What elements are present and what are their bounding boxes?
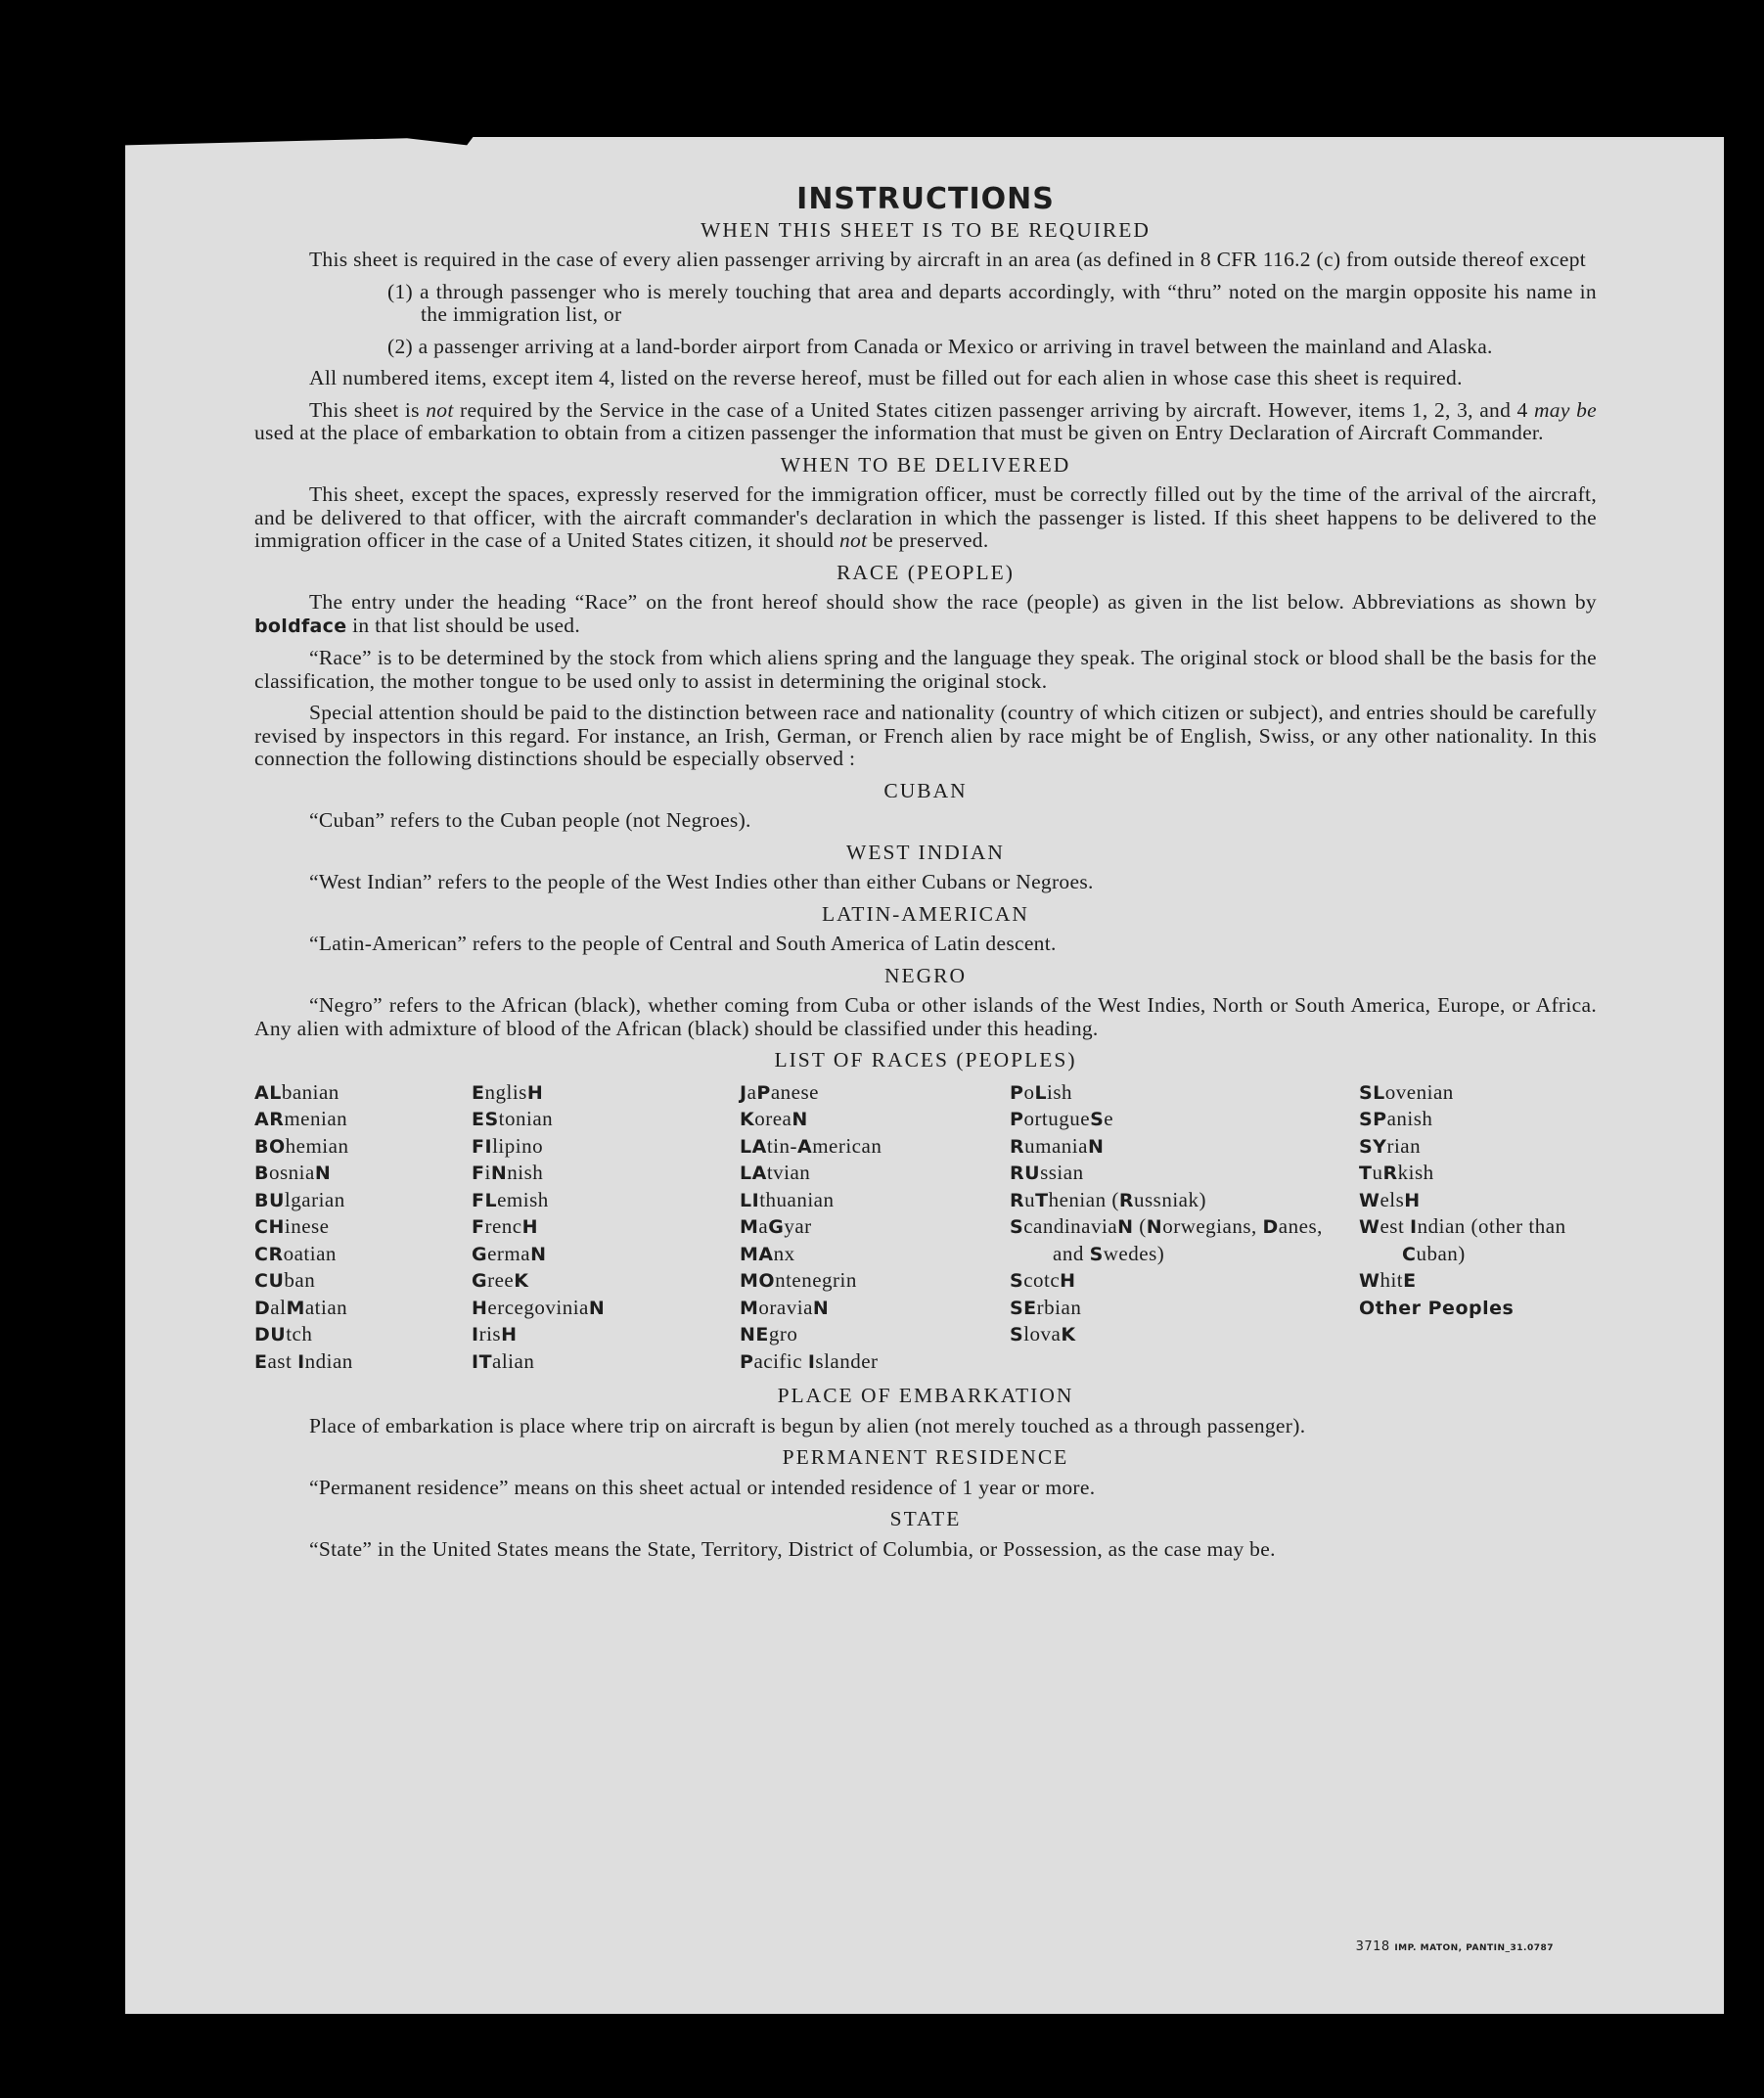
abbreviation-letters: S — [1090, 1109, 1105, 1130]
race-text: orea — [754, 1107, 792, 1130]
race-text: anish — [1386, 1107, 1433, 1130]
abbreviation-letters: H — [472, 1297, 488, 1319]
race-text: al — [270, 1295, 287, 1319]
heading-negro: NEGRO — [883, 963, 968, 987]
abbreviation-letters: F — [472, 1216, 485, 1238]
heading-permanent-residence: PERMANENT RESIDENCE — [782, 1445, 1069, 1469]
race-text: lipino — [492, 1133, 544, 1158]
race-entry — [1010, 1133, 1359, 1161]
abbreviation-letters: Other Peoples — [1359, 1297, 1515, 1319]
race-entry — [1359, 1079, 1597, 1107]
race-entry — [472, 1267, 740, 1295]
paragraph: “Permanent residence” means on this sheet actual or intended residence of 1 year or more. — [309, 1475, 1096, 1499]
race-entry — [472, 1295, 740, 1322]
abbreviation-letters: IT — [472, 1350, 493, 1373]
abbreviation-letters: D — [1262, 1216, 1279, 1238]
race-entry — [472, 1213, 740, 1241]
race-text: alian — [492, 1348, 535, 1373]
race-text: orwegians, — [1162, 1214, 1263, 1238]
abbreviation-letters: F — [472, 1163, 485, 1184]
race-text: wedes) — [1103, 1241, 1165, 1265]
abbreviation-letters: H — [526, 1081, 544, 1104]
race-text: nx — [773, 1241, 795, 1265]
race-entry — [1010, 1187, 1359, 1214]
heading-when-required: WHEN THIS SHEET IS TO BE REQUIRED — [701, 217, 1151, 242]
race-entry — [1010, 1321, 1359, 1348]
abbreviation-letters: K — [514, 1270, 529, 1292]
list-item: (1) a through passenger who is merely touching that area and departs accordingly, with “thru” noted on the margin opposite his name in the immigration list, or — [387, 279, 1597, 326]
race-entry — [1359, 1267, 1597, 1295]
abbreviation-letters: NE — [740, 1324, 769, 1345]
emphasis: may be — [1533, 397, 1597, 422]
race-entry — [1359, 1187, 1597, 1214]
race-entry — [1359, 1133, 1597, 1161]
abbreviation-letters: ES — [472, 1109, 499, 1130]
abbreviation-letters: N — [1117, 1216, 1134, 1238]
races-column — [1359, 1079, 1597, 1376]
race-text: oravia — [758, 1295, 813, 1319]
race-text: e — [1104, 1107, 1114, 1130]
abbreviation-letters: AL — [254, 1081, 282, 1104]
paragraph: Place of embarkation is place where trip on aircraft is begun by alien (not merely touched as a through passenger). — [309, 1413, 1306, 1437]
race-text: ovenian — [1384, 1079, 1454, 1104]
race-text: ( — [1133, 1214, 1147, 1238]
race-text: anes, and — [1053, 1214, 1323, 1265]
abbreviation-letters: SY — [1359, 1135, 1387, 1158]
abbreviation-letters: N — [812, 1297, 830, 1319]
abbreviation-letters: H — [1060, 1270, 1076, 1292]
race-text: tonian — [498, 1107, 554, 1130]
abbreviation-letters: K — [740, 1109, 755, 1130]
race-entry — [1359, 1213, 1597, 1267]
race-text: yar — [784, 1214, 812, 1238]
abbreviation-letters: E — [472, 1081, 485, 1104]
abbreviation-letters: H — [501, 1324, 518, 1345]
abbreviation-letters: S — [1010, 1270, 1024, 1292]
race-text: rian — [1386, 1133, 1422, 1158]
race-entry — [254, 1106, 472, 1133]
paragraph: “Negro” refers to the African (black), whether coming from Cuba or other islands of the West Indies, North or South America, Europe, or Africa. Any alien with admixture of blood of the African (black) should be classified under this heading. — [254, 993, 1597, 1040]
race-entry — [740, 1079, 1010, 1107]
paragraph — [254, 399, 1597, 445]
abbreviation-letters: W — [1359, 1216, 1380, 1238]
abbreviation-letters: M — [740, 1216, 759, 1238]
abbreviation-letters: MA — [740, 1243, 774, 1265]
race-text: candinavia — [1023, 1214, 1118, 1238]
race-text: ree — [487, 1268, 515, 1292]
abbreviation-letters: K — [1061, 1324, 1076, 1345]
race-text: nglis — [484, 1079, 527, 1104]
heading-latin-american: LATIN-AMERICAN — [822, 901, 1029, 926]
race-text: ussniak) — [1133, 1187, 1206, 1211]
race-text: ban — [284, 1268, 316, 1292]
race-entry — [740, 1348, 1010, 1376]
race-entry — [472, 1160, 740, 1187]
race-text: menian — [284, 1107, 348, 1130]
race-text: o — [1023, 1079, 1035, 1104]
abbreviation-letters: S — [1010, 1216, 1024, 1238]
emphasis: not — [838, 528, 868, 552]
abbreviation-letters: T — [1359, 1163, 1373, 1184]
paragraph: “West Indian” refers to the people of the West Indies other than either Cubans or Negroes. — [309, 870, 1094, 893]
race-text: ndian (other than — [1417, 1214, 1566, 1238]
torn-corner — [125, 131, 477, 155]
list-item: (2) a passenger arriving at a land-border airport from Canada or Mexico or arriving in travel between the mainland and Alaska. — [387, 334, 1493, 358]
race-entry — [740, 1321, 1010, 1348]
abbreviation-letters: I — [297, 1350, 305, 1373]
abbreviation-letters: CU — [254, 1270, 285, 1292]
abbreviation-letters: R — [1010, 1135, 1025, 1158]
abbreviation-letters: H — [1404, 1189, 1421, 1211]
races-column — [740, 1079, 1010, 1376]
race-entry — [472, 1241, 740, 1268]
abbreviation-letters: N — [1146, 1216, 1163, 1238]
abbreviation-letters: M — [740, 1297, 759, 1319]
instructions-content — [254, 182, 1597, 1570]
paragraph: “Latin-American” refers to the people of Central and South America of Latin descent. — [309, 932, 1057, 955]
race-text: henian ( — [1048, 1187, 1119, 1211]
race-text: u — [1372, 1161, 1383, 1184]
abbreviation-letters: N — [530, 1243, 547, 1265]
abbreviation-letters: N — [1087, 1135, 1105, 1158]
race-text: ish — [1047, 1079, 1073, 1104]
race-text: emish — [497, 1187, 549, 1211]
abbreviation-letters: FI — [472, 1135, 493, 1158]
abbreviation-letters: R — [1118, 1189, 1134, 1211]
abbreviation-letters: CH — [254, 1216, 285, 1238]
race-entry — [740, 1241, 1010, 1268]
heading-race: RACE (PEOPLE) — [837, 560, 1015, 584]
abbreviation-letters: MO — [740, 1270, 776, 1292]
race-entry — [740, 1106, 1010, 1133]
abbreviation-letters: E — [254, 1350, 268, 1373]
race-entry — [254, 1133, 472, 1161]
race-entry — [254, 1160, 472, 1187]
abbreviation-letters: L — [1034, 1081, 1048, 1104]
paragraph: “Race” is to be determined by the stock from which aliens spring and the language they speak. The original stock or blood shall be the basis for the classification, the mother tongue to be used only to assist in determining the original stock. — [254, 646, 1597, 693]
boldface-word: boldface — [254, 615, 347, 637]
race-text: est — [1380, 1214, 1411, 1238]
abbreviation-letters: C — [1402, 1243, 1417, 1265]
race-entry — [1010, 1213, 1359, 1267]
race-text: osnia — [268, 1161, 315, 1184]
race-entry — [740, 1213, 1010, 1241]
abbreviation-letters: N — [314, 1163, 332, 1184]
race-entry — [254, 1213, 472, 1241]
race-text: ndian — [304, 1348, 353, 1373]
race-text: tin- — [766, 1133, 797, 1158]
race-entry — [740, 1267, 1010, 1295]
race-entry — [1359, 1106, 1597, 1133]
race-entry — [740, 1295, 1010, 1322]
abbreviation-letters: I — [1410, 1216, 1418, 1238]
race-text: atian — [304, 1295, 348, 1319]
heading-list-of-races: LIST OF RACES (PEOPLES) — [774, 1048, 1077, 1072]
abbreviation-letters: BO — [254, 1135, 286, 1158]
abbreviation-letters: P — [756, 1081, 771, 1104]
abbreviation-letters: W — [1359, 1189, 1380, 1211]
race-entry — [1010, 1267, 1359, 1295]
text-span: This sheet, except the spaces, expressly reserved for the immigration officer, must be correctly filled out by the time of the arrival of the aircraft, and be delivered to that officer, with the aircraft commander's declaration in which the passenger is listed. If this sheet happens to be delivered to the immigration officer in the case of a United States citizen, it should — [254, 482, 1597, 552]
race-text: a — [758, 1214, 769, 1238]
races-column — [1010, 1079, 1359, 1376]
abbreviation-letters: S — [1010, 1324, 1024, 1345]
abbreviation-letters: P — [740, 1350, 754, 1373]
race-entry — [1010, 1106, 1359, 1133]
race-entry — [472, 1106, 740, 1133]
race-entry — [1010, 1079, 1359, 1107]
race-text: gro — [768, 1322, 798, 1345]
heading-west-indian: WEST INDIAN — [846, 840, 1005, 864]
abbreviation-letters: BU — [254, 1189, 285, 1211]
race-text: nish — [507, 1161, 544, 1184]
paragraph: “Cuban” refers to the Cuban people (not Negroes). — [309, 808, 751, 832]
race-text: rbian — [1036, 1295, 1082, 1319]
race-text: renc — [484, 1214, 522, 1238]
race-entry — [472, 1321, 740, 1348]
abbreviation-letters: G — [472, 1243, 488, 1265]
abbreviation-letters: P — [1010, 1081, 1024, 1104]
abbreviation-letters: LI — [740, 1189, 760, 1211]
abbreviation-letters: T — [1035, 1189, 1049, 1211]
abbreviation-letters: P — [1010, 1109, 1024, 1130]
race-entry — [1359, 1295, 1597, 1322]
race-entry — [254, 1079, 472, 1107]
race-text: els — [1380, 1187, 1405, 1211]
race-text: tvian — [766, 1161, 811, 1184]
race-text: anese — [770, 1079, 819, 1104]
paragraph — [254, 483, 1597, 553]
heading-when-delivered: WHEN TO BE DELIVERED — [780, 452, 1071, 477]
abbreviation-letters: J — [740, 1081, 747, 1104]
race-entry — [254, 1295, 472, 1322]
race-text: tch — [286, 1322, 313, 1345]
paragraph — [254, 591, 1597, 638]
text-span: in that list should be used. — [346, 613, 581, 637]
emphasis: not — [426, 397, 454, 422]
races-list — [254, 1079, 1597, 1376]
paragraph: Special attention should be paid to the distinction between race and nationality (country of which citizen or subject), and entries should be carefully revised by inspectors in this regard. For instance, an Irish, German, or French alien by race might be of English, Swiss, or any other nationality. In this connection the following distinctions should be especially observed : — [254, 701, 1597, 770]
document-sheet — [125, 137, 1724, 2014]
abbreviation-letters: D — [254, 1297, 271, 1319]
abbreviation-letters: LA — [740, 1135, 767, 1158]
race-text: hit — [1380, 1268, 1404, 1292]
race-text: ortugue — [1023, 1107, 1091, 1130]
text-span: This sheet is — [309, 397, 427, 422]
paragraph: “State” in the United States means the State, Territory, District of Columbia, or Possession, as the case may be. — [309, 1536, 1276, 1561]
abbreviation-letters: SP — [1359, 1109, 1387, 1130]
race-text: acific — [753, 1348, 808, 1373]
race-entry — [740, 1187, 1010, 1214]
heading-state: STATE — [889, 1507, 962, 1530]
abbreviation-letters: DU — [254, 1324, 287, 1345]
abbreviation-letters: N — [792, 1109, 808, 1130]
race-text: erma — [487, 1241, 531, 1265]
races-column — [472, 1079, 740, 1376]
abbreviation-letters: I — [472, 1324, 479, 1345]
race-text: ercegovinia — [487, 1295, 589, 1319]
race-text: lgarian — [284, 1187, 345, 1211]
abbreviation-letters: N — [588, 1297, 606, 1319]
race-text: merican — [812, 1133, 882, 1158]
printer-imprint — [1356, 1939, 1554, 1954]
race-text: ast — [267, 1348, 298, 1373]
race-entry — [254, 1348, 472, 1376]
abbreviation-letters: S — [1089, 1243, 1104, 1265]
abbreviation-letters: FL — [472, 1189, 498, 1211]
race-text: uban) — [1416, 1241, 1466, 1265]
abbreviation-letters: SL — [1359, 1081, 1385, 1104]
abbreviation-letters: AR — [254, 1109, 285, 1130]
abbreviation-letters: R — [1010, 1189, 1025, 1211]
heading-place-of-embarkation: PLACE OF EMBARKATION — [777, 1384, 1074, 1407]
race-text: thuanian — [759, 1187, 835, 1211]
races-column — [254, 1079, 472, 1376]
race-entry — [1010, 1295, 1359, 1322]
race-text: kish — [1397, 1161, 1434, 1184]
race-entry — [254, 1187, 472, 1214]
abbreviation-letters: CR — [254, 1243, 284, 1265]
race-text: ntenegrin — [775, 1268, 857, 1292]
text-span: be preserved. — [867, 528, 989, 552]
race-text: hemian — [285, 1133, 349, 1158]
text-span: The entry under the heading “Race” on the front hereof should show the race (people) as given in the list below. Abbreviations as shown by — [309, 590, 1597, 614]
race-text: banian — [281, 1079, 339, 1104]
race-entry — [254, 1241, 472, 1268]
race-entry — [472, 1348, 740, 1376]
abbreviation-letters: B — [254, 1163, 269, 1184]
abbreviation-letters: SE — [1010, 1297, 1037, 1319]
race-entry — [254, 1267, 472, 1295]
paragraph: All numbered items, except item 4, listed on the reverse hereof, must be filled out for each alien in whose case this sheet is required. — [309, 366, 1463, 389]
text-span: required by the Service in the case of a United States citizen passenger arriving by aircraft. However, items 1, 2, 3, and 4 — [453, 397, 1534, 422]
race-text: ris — [478, 1322, 502, 1345]
race-entry — [1010, 1160, 1359, 1187]
printer-name: IMP. MATON, PANTIN_31.0787 — [1394, 1943, 1554, 1953]
abbreviation-letters: M — [286, 1297, 305, 1319]
abbreviation-letters: N — [490, 1163, 508, 1184]
race-entry — [472, 1079, 740, 1107]
abbreviation-letters: RU — [1010, 1163, 1041, 1184]
race-entry — [254, 1321, 472, 1348]
abbreviation-letters: G — [472, 1270, 488, 1292]
race-text: oatian — [283, 1241, 337, 1265]
race-entry — [740, 1133, 1010, 1161]
race-text: umania — [1024, 1133, 1088, 1158]
page-title: INSTRUCTIONS — [796, 182, 1055, 216]
text-span: used at the place of embarkation to obtain from a citizen passenger the information that must be given on Entry Declaration of Aircraft Commander. — [254, 421, 1544, 444]
abbreviation-letters: A — [796, 1135, 813, 1158]
abbreviation-letters: LA — [740, 1163, 767, 1184]
heading-cuban: CUBAN — [883, 778, 968, 802]
race-text: u — [1024, 1187, 1036, 1211]
abbreviation-letters: I — [807, 1350, 816, 1373]
race-text: i — [484, 1161, 491, 1184]
race-text: lova — [1023, 1322, 1062, 1345]
race-text: cotc — [1023, 1268, 1061, 1292]
race-text: ssian — [1040, 1161, 1084, 1184]
paragraph: This sheet is required in the case of every alien passenger arriving by aircraft in an area (as defined in 8 CFR 116.2 (c) from outside thereof except — [309, 248, 1587, 271]
race-text: a — [746, 1079, 757, 1104]
race-entry — [472, 1133, 740, 1161]
abbreviation-letters: E — [1403, 1270, 1417, 1292]
race-text: slander — [815, 1348, 879, 1373]
form-number: 3718 — [1355, 1939, 1390, 1954]
race-entry — [740, 1160, 1010, 1187]
abbreviation-letters: R — [1382, 1163, 1398, 1184]
race-entry — [472, 1187, 740, 1214]
race-text: inese — [284, 1214, 330, 1238]
race-entry — [1359, 1160, 1597, 1187]
abbreviation-letters: W — [1359, 1270, 1380, 1292]
abbreviation-letters: H — [521, 1216, 539, 1238]
abbreviation-letters: G — [768, 1216, 785, 1238]
